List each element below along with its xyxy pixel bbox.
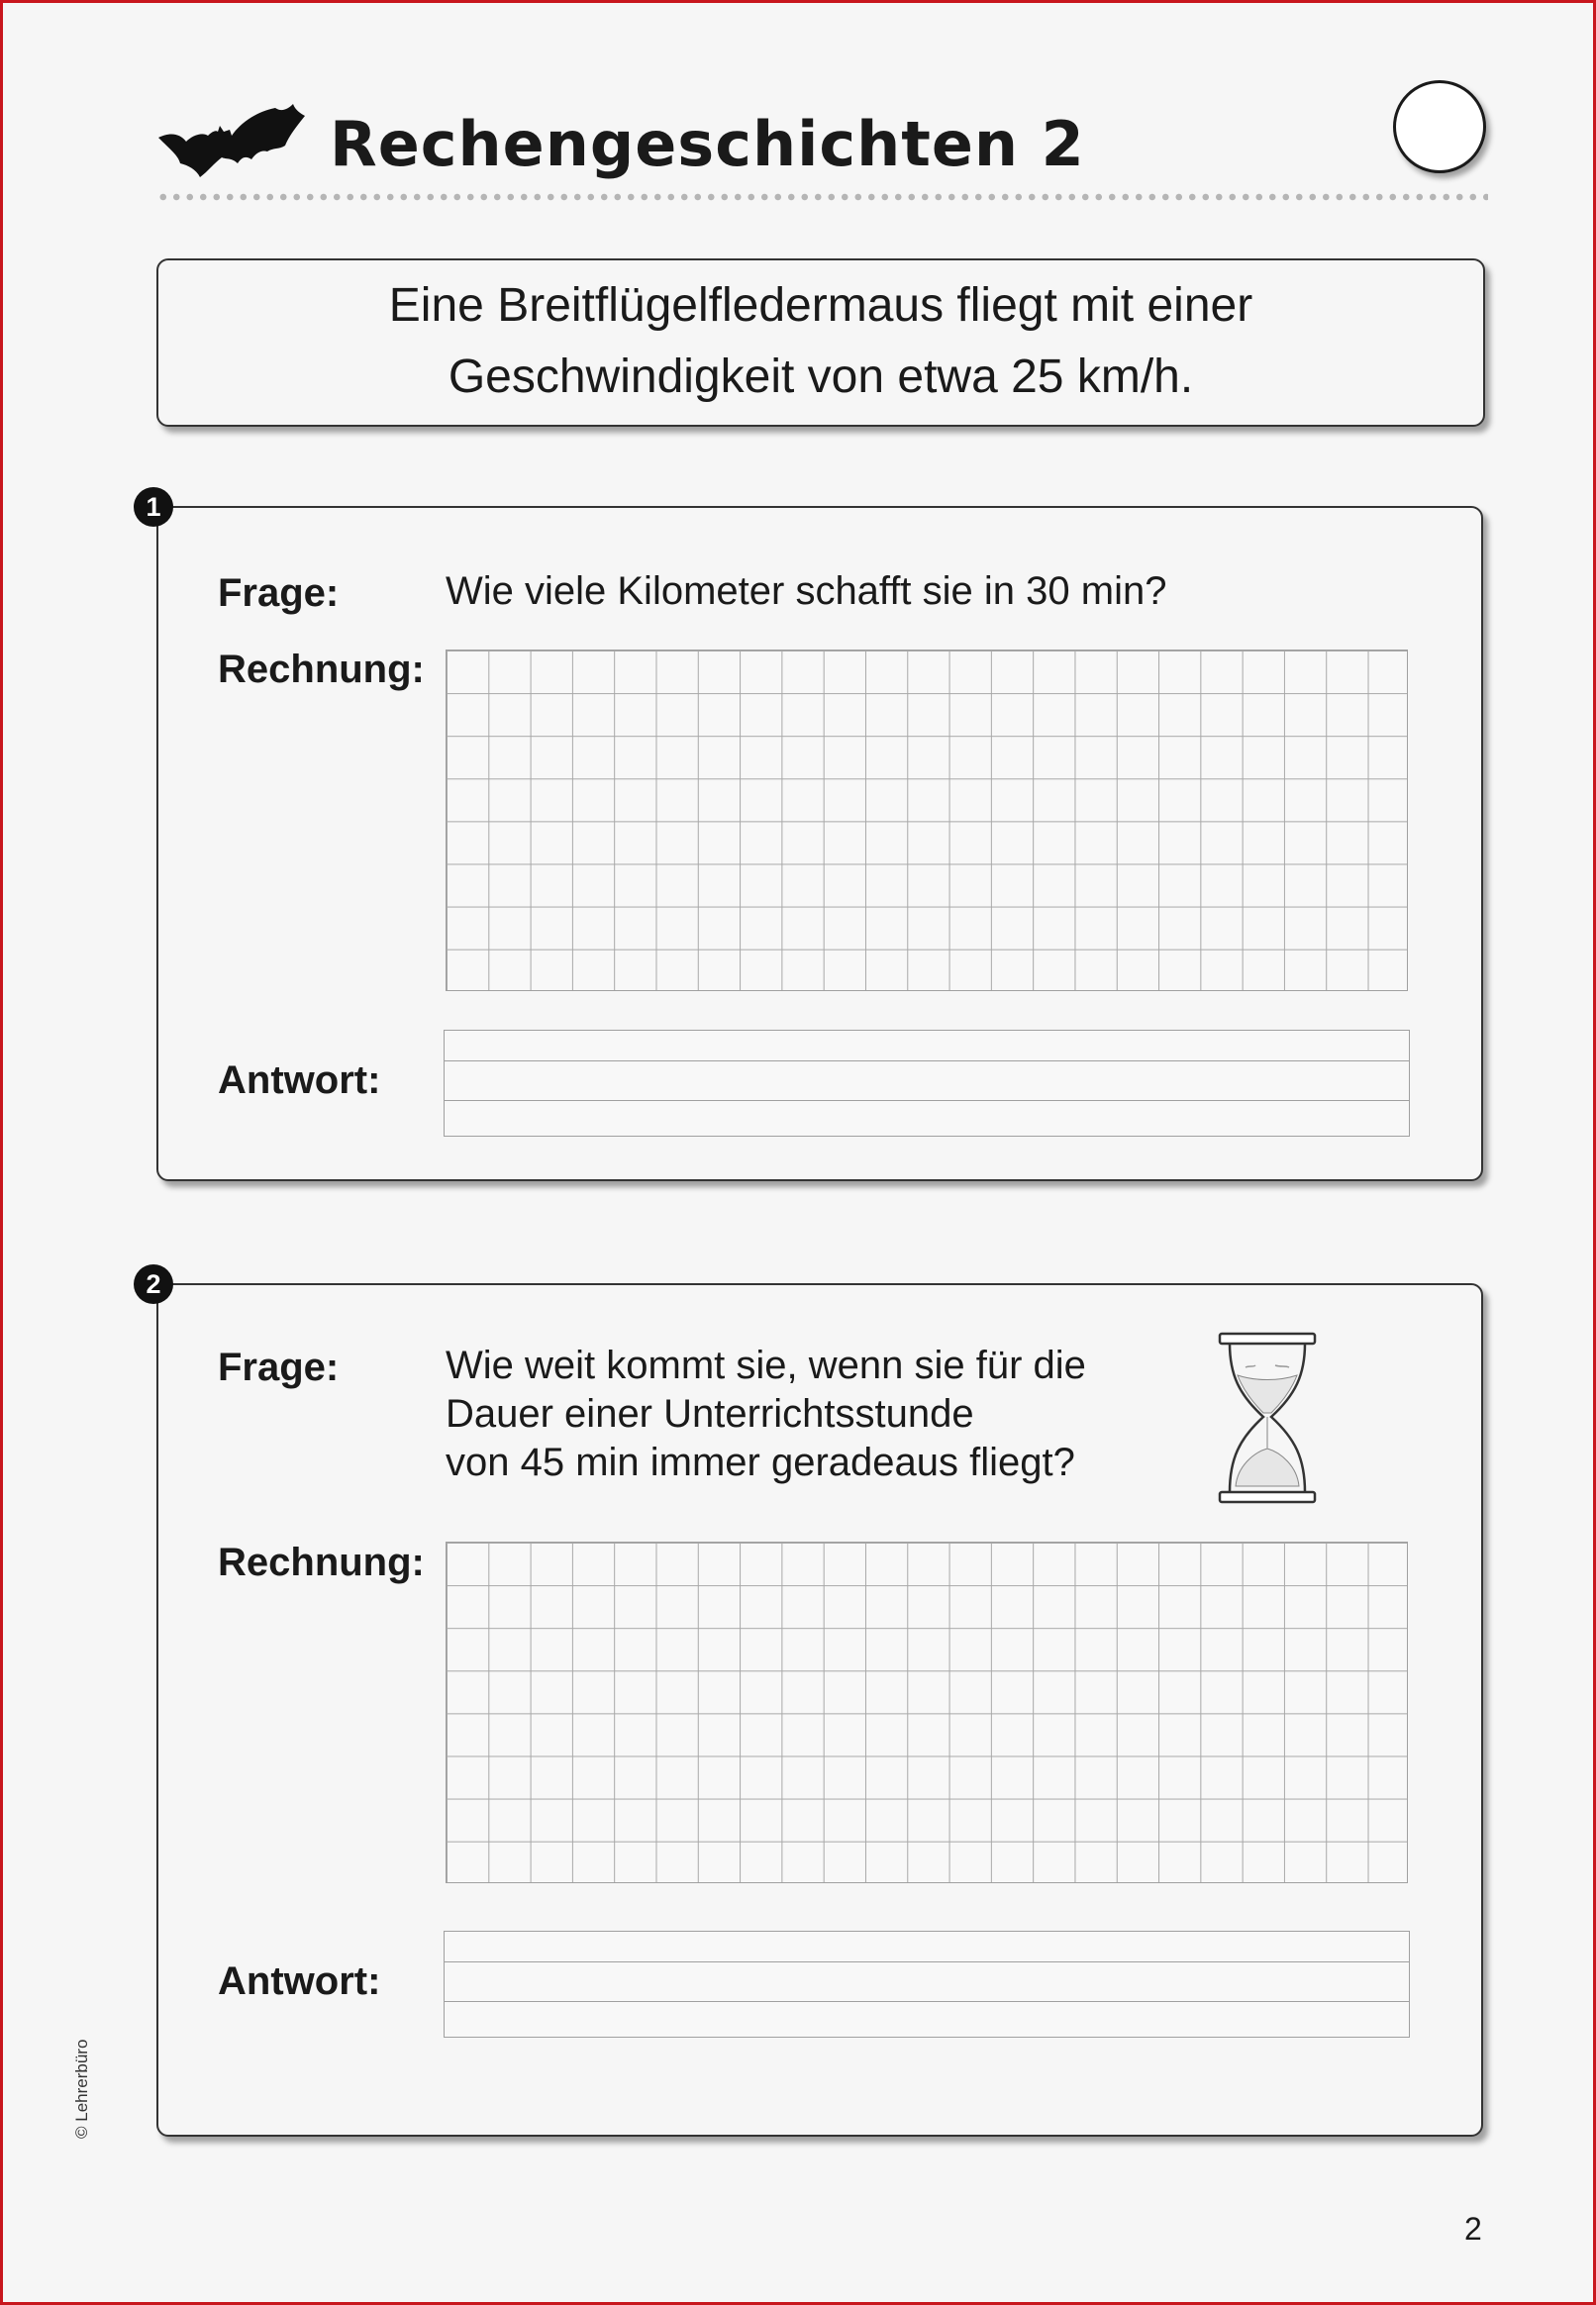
task-1-number: 1 (134, 487, 173, 527)
task-2-question-label: Frage: (218, 1346, 340, 1389)
page-number: 2 (1464, 2211, 1482, 2247)
answer-line (445, 1100, 1409, 1101)
task-2-question-line-1: Wie weit kommt sie, wenn sie für die (446, 1344, 1086, 1387)
task-1-answer-field[interactable] (444, 1030, 1410, 1137)
task-1-calc-grid[interactable] (446, 650, 1408, 991)
task-2-question-line-2: Dauer einer Unterrichtsstunde (446, 1392, 974, 1436)
task-2-question-line-3: von 45 min immer geradeaus fliegt? (446, 1441, 1075, 1484)
task-1-question-text: Wie viele Kilometer schafft sie in 30 min? (446, 569, 1167, 613)
task-2-question-text (446, 1342, 1086, 1487)
dotted-divider (156, 193, 1488, 201)
task-2-calc-label: Rechnung: (218, 1541, 425, 1584)
page-title: Rechengeschichten 2 (330, 108, 1085, 180)
intro-line-1: Eine Breitflügelfledermaus fliegt mit einer (388, 279, 1253, 332)
hourglass-icon (1216, 1330, 1319, 1506)
task-2-calc-grid[interactable] (446, 1542, 1408, 1883)
intro-box (156, 258, 1485, 427)
task-1-calc-label: Rechnung: (218, 648, 425, 691)
score-circle (1393, 80, 1486, 173)
intro-line-2: Geschwindigkeit von etwa 25 km/h. (448, 351, 1194, 403)
bat-icon (156, 102, 307, 179)
answer-line (445, 1060, 1409, 1061)
task-1-question-label: Frage: (218, 571, 340, 615)
task-2-answer-label: Antwort: (218, 1959, 381, 2003)
answer-line (445, 1961, 1409, 1962)
task-2-number: 2 (134, 1264, 173, 1304)
answer-line (445, 2001, 1409, 2002)
task-2-answer-field[interactable] (444, 1931, 1410, 2038)
task-1-answer-label: Antwort: (218, 1058, 381, 1102)
copyright-notice: © Lehrerbüro (72, 2039, 91, 2139)
